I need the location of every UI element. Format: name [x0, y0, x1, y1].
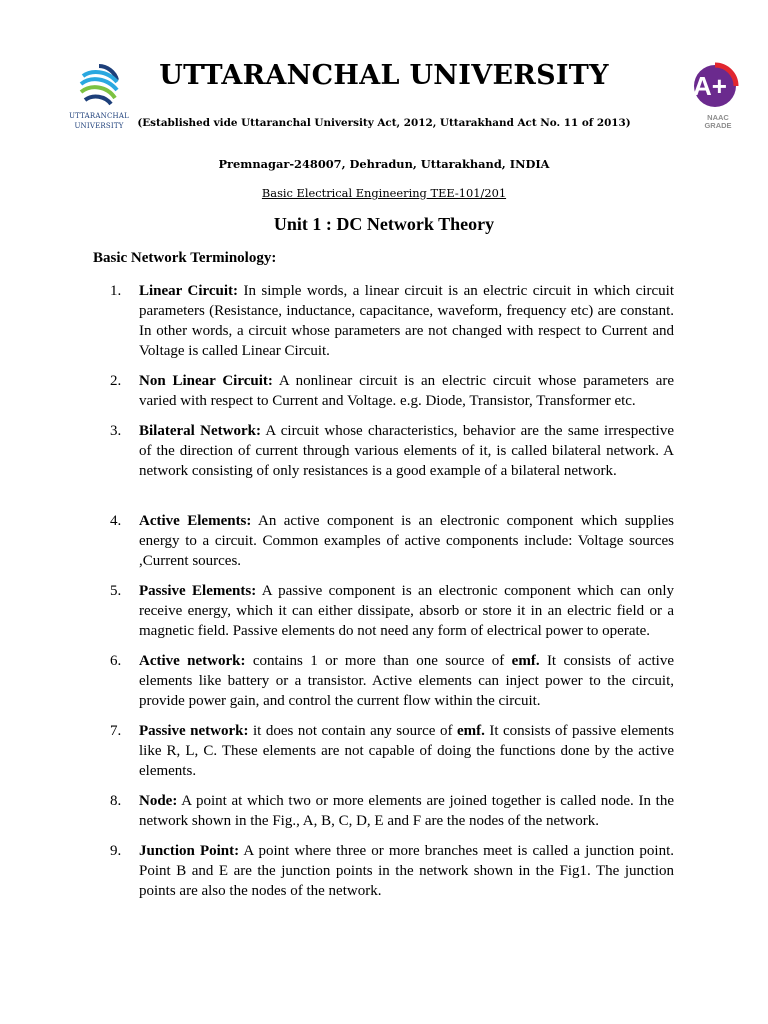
item-term: Linear Circuit:	[139, 283, 239, 299]
item-body	[139, 721, 674, 781]
item-number: 8.	[110, 793, 122, 809]
item-text: it does not contain any source of	[248, 723, 457, 739]
item-number: 1.	[110, 283, 122, 299]
item-text: A point at which two or more elements are joined together is called node. In the network shown in the Fig., A, B, C, D, E and F are the nodes of the network.	[139, 793, 674, 829]
item-text: A circuit whose characteristics, behavior are the same irrespective of the direction of current through various elements of it, is called bilateral network. A network consisting of only resistances is a good example of a bilateral network.	[139, 423, 674, 479]
list-item	[110, 651, 674, 711]
item-text: It consists of passive elements like R, L, C. These elements are not capable of doing the functions done by the active elements.	[139, 723, 674, 779]
item-text: A point where three or more branches meet is called a junction point. Point B and E are the junction points in the network shown in the Fig1. The junction points are also the nodes of the network.	[139, 843, 674, 899]
item-body	[139, 511, 674, 571]
item-body	[139, 421, 674, 481]
established-line: (Established vide Uttaranchal University Act, 2012, Uttarakhand Act No. 11 of 2013)	[137, 117, 631, 129]
address-line: Premnagar-248007, Dehradun, Uttarakhand, INDIA	[218, 157, 550, 171]
item-body	[139, 281, 674, 361]
item-term: Bilateral Network:	[139, 423, 261, 439]
item-number: 2.	[110, 373, 122, 389]
item-term: Passive Elements:	[139, 583, 257, 599]
item-text: A passive component is an electronic component which can only receive energy, which it can either dissipate, absorb or store it in an electric field or a magnetic field. Passive elements do not need any form of electrical power to operate.	[139, 583, 674, 639]
list-item	[110, 511, 674, 571]
list-item	[110, 841, 674, 901]
item-term: Non Linear Circuit:	[139, 373, 273, 389]
unit-title: Unit 1 : DC Network Theory	[273, 214, 495, 234]
item-emf: emf.	[511, 653, 540, 669]
item-term: Node:	[139, 793, 178, 809]
logo-label-line2: UNIVERSITY	[74, 122, 124, 130]
list-item	[110, 371, 674, 411]
item-body	[139, 651, 674, 711]
course-title: Basic Electrical Engineering TEE-101/201	[261, 186, 507, 200]
list-item	[110, 721, 674, 781]
item-body	[139, 371, 674, 411]
naac-label: NAAC	[707, 113, 729, 122]
item-number: 6.	[110, 653, 122, 669]
university-name: UTTARANCHAL UNIVERSITY	[159, 60, 609, 91]
item-body	[139, 791, 674, 831]
badge-text: A+	[693, 71, 727, 101]
item-body	[139, 841, 674, 901]
item-number: 9.	[110, 843, 122, 859]
item-emf: emf.	[456, 723, 485, 739]
item-term: Active Elements:	[139, 513, 252, 529]
item-term: Passive network:	[139, 723, 249, 739]
item-body	[139, 581, 674, 641]
section-heading: Basic Network Terminology:	[93, 250, 277, 266]
item-number: 7.	[110, 723, 122, 739]
item-text: contains 1 or more than one source of	[245, 653, 512, 669]
list-item	[110, 791, 674, 831]
item-number: 5.	[110, 583, 122, 599]
list-item	[110, 421, 674, 481]
item-text: It consists of active elements like battery or a transistor. Active elements can inject power to the circuit, provide power gain, and control the current flow within the circuit.	[139, 653, 674, 709]
item-text: In simple words, a linear circuit is an electric circuit in which circuit parameters (Resistance, inductance, capacitance, waveform, frequency etc) are constant. In other words, a circuit whose parameters are not changed with respect to Current and Voltage is called Linear Circuit.	[139, 283, 674, 359]
logo-label-line1: UTTARANCHAL	[69, 112, 129, 120]
item-number: 3.	[110, 423, 122, 439]
grade-label: GRADE	[704, 120, 732, 130]
item-term: Active network:	[139, 653, 246, 669]
item-text: An active component is an electronic component which supplies energy to a circuit. Common examples of active components include: Voltage sources ,Current sources.	[139, 513, 675, 569]
item-number: 4.	[110, 513, 122, 529]
item-term: Junction Point:	[139, 843, 240, 859]
list-item	[110, 581, 674, 641]
item-text: A nonlinear circuit is an electric circuit whose parameters are varied with respect to Current and Voltage. e.g. Diode, Transistor, Transformer etc.	[139, 373, 675, 409]
list-item	[110, 281, 674, 361]
